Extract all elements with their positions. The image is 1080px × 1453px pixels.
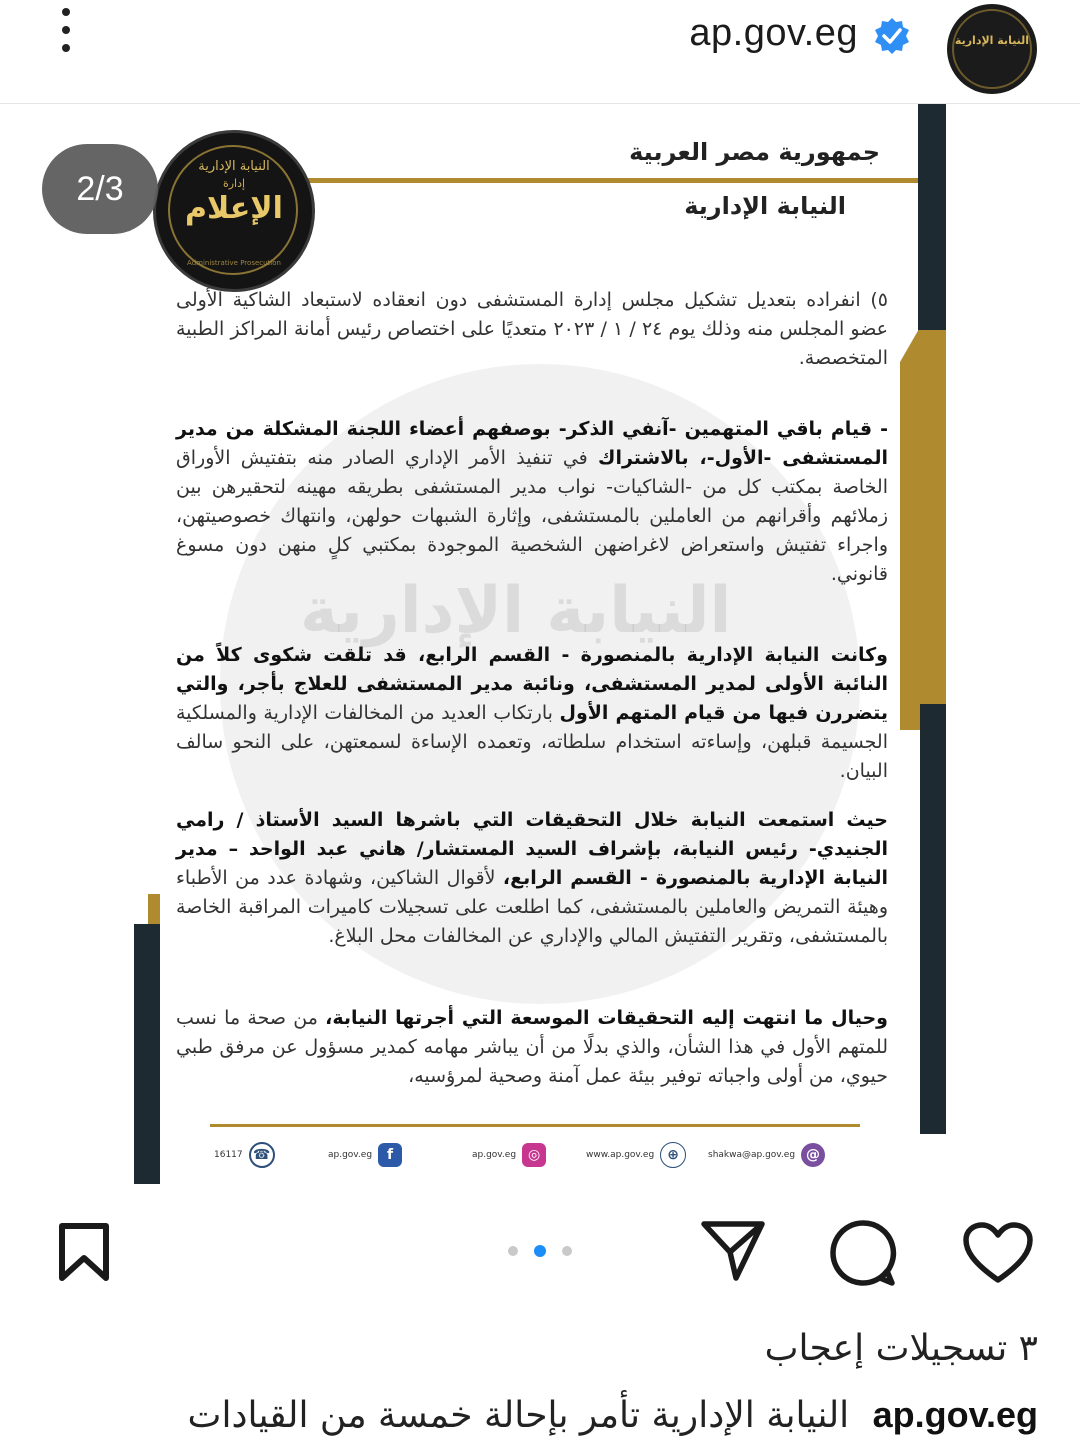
paragraph-bold: حيث استمعت النيابة خلال التحقيقات التي باشرها السيد الأستاذ / رامي الجنيدي- رئيس النيابة، بإشراف السيد المستشار/ هاني عبد الواحد – مدير النيابة الإدارية بالمنصورة - القسم الرابع،: [176, 809, 888, 889]
footer-email: [708, 1140, 825, 1170]
footer-instagram: [472, 1140, 546, 1170]
instagram-icon: ◎: [522, 1143, 546, 1167]
media-office-emblem: [153, 130, 315, 292]
emblem-title: النيابة الإدارية: [198, 159, 270, 174]
paragraph-text: من صحة ما نسب للمتهم الأول في هذا الشأن، والذي بدلًا من أن يباشر مهامه كمدير مسؤول عن مرفق طبي حيوي، من أولى واجباته توفير بيئة عمل آمنة وصحية لمرؤسيه،: [176, 1007, 888, 1087]
document-paragraph: [176, 415, 888, 589]
paragraph-text: لأقوال الشاكين، وشهادة عدد من الأطباء وهيئة التمريض والعاملين بالمستشفى، كما اطلعت على تسجيلات كاميرات المراقبة الخاصة بالمستشفى، وتقرير التفتيش المالي والإداري عن المخالفات محل البلاغ.: [176, 867, 888, 947]
globe-icon: ⊕: [660, 1142, 686, 1168]
facebook-icon: f: [378, 1143, 402, 1167]
paragraph-bold: وكانت النيابة الإدارية بالمنصورة - القسم الرابع، قد تلقت شكوى كلاً من النائبة الأولى لمدير المستشفى، ونائبة مدير المستشفى للعلاج بأجر، والتي يتضررن فيها من قيام المتهم الأول: [176, 644, 888, 724]
footer-instagram-text: ap.gov.eg: [472, 1150, 517, 1160]
paragraph-text: ٥) انفراده بتعديل تشكيل مجلس إدارة المستشفى دون انعقاده لاستبعاد الشاكية الأولى عضو المجلس منه وذلك يوم ٢٤ / ١ / ٢٠٢٣ متعديًا على اختصاص رئيس أمانة المراكز الطبية المتخصصة.: [176, 289, 889, 369]
document-header-agency: النيابة الإدارية: [684, 192, 846, 220]
footer-email-text: shakwa@ap.gov.eg: [708, 1150, 796, 1160]
verified-badge-icon: [872, 16, 912, 56]
email-icon: @: [801, 1143, 825, 1167]
carousel-dot: [508, 1246, 518, 1256]
comment-icon[interactable]: [828, 1218, 898, 1288]
emblem-main: الإعلام: [185, 191, 283, 226]
carousel-indicator: [506, 1244, 576, 1258]
decor-band: [134, 924, 160, 1184]
document-paragraph: [176, 286, 888, 373]
document-paragraph: [176, 806, 888, 951]
post-header: [0, 0, 1080, 100]
footer-facebook: [328, 1140, 402, 1170]
post-image[interactable]: [0, 104, 1080, 1184]
decor-band: [918, 104, 946, 344]
bookmark-icon[interactable]: [58, 1222, 110, 1282]
footer-facebook-text: ap.gov.eg: [328, 1150, 373, 1160]
account-name[interactable]: ap.gov.eg: [689, 12, 858, 54]
emblem-ring-text: Administrative Prosecution: [187, 259, 281, 267]
footer-website: [586, 1140, 686, 1170]
avatar-ring: [952, 9, 1032, 89]
header-gold-line: [300, 178, 918, 183]
footer-phone: [214, 1140, 275, 1170]
footer-phone-text: 16117: [214, 1150, 243, 1160]
paragraph-text: بارتكاب العديد من المخالفات الإدارية والمسلكية الجسيمة قبلهن، وإساءته استخدام سلطاته، وتعمده الإساءة لسمعتهن، على النحو سالف البيان.: [176, 702, 888, 782]
footer-website-text: www.ap.gov.eg: [586, 1150, 655, 1160]
send-icon[interactable]: [700, 1218, 766, 1282]
document-paragraph: [176, 1004, 888, 1091]
watermark-text: النيابة الإدارية: [300, 574, 732, 648]
caption-username[interactable]: ap.gov.eg: [872, 1394, 1038, 1435]
paragraph-text: في تنفيذ الأمر الإداري الصادر منه بتفتيش الأوراق الخاصة بمكتب كل من -الشاكيات- نواب مدير المستشفى بطريقه مهينه لتحقيرهن بين زملائهم وأقرانهم من العاملين بالمستشفى، وإثارة الشبهات حولهن، وانتهاك خصوصيتهن، واجراء تفتيش واستعراض لاغراضهن الشخصية الموجودة بمكتبي كلٍ منهن دون مسوغ قانوني.: [176, 447, 888, 585]
decor-band: [920, 704, 946, 1134]
footer-gold-line: [210, 1124, 860, 1127]
document-paragraph: [176, 641, 888, 786]
more-options-icon[interactable]: [52, 8, 80, 58]
document-header-country: جمهورية مصر العربية: [629, 138, 880, 166]
avatar[interactable]: [947, 4, 1037, 94]
decor-band-gold: [900, 330, 946, 730]
caption-text: النيابة الإدارية تأمر بإحالة خمسة من القيادات: [187, 1395, 850, 1436]
carousel-dot: [562, 1246, 572, 1256]
emblem-subtitle: إدارة: [222, 177, 246, 190]
phone-icon: ☎: [249, 1142, 275, 1168]
heart-icon[interactable]: [962, 1222, 1034, 1284]
carousel-dot-active: [534, 1245, 546, 1257]
paragraph-bold: - قيام باقي المتهمين -آنفي الذكر- بوصفهم أعضاء اللجنة المشكلة من مدير المستشفى -الأول-، بالاشتراك: [176, 418, 888, 469]
likes-count[interactable]: ٣ تسجيلات إعجاب: [764, 1328, 1038, 1369]
document-footer: [210, 1140, 860, 1170]
carousel-counter: 2/3: [42, 144, 158, 234]
post-caption[interactable]: [188, 1394, 1038, 1436]
paragraph-bold: وحيال ما انتهت إليه التحقيقات الموسعة التي أجرتها النيابة،: [325, 1007, 888, 1029]
avatar-text: النيابة الإدارية: [954, 34, 1030, 47]
